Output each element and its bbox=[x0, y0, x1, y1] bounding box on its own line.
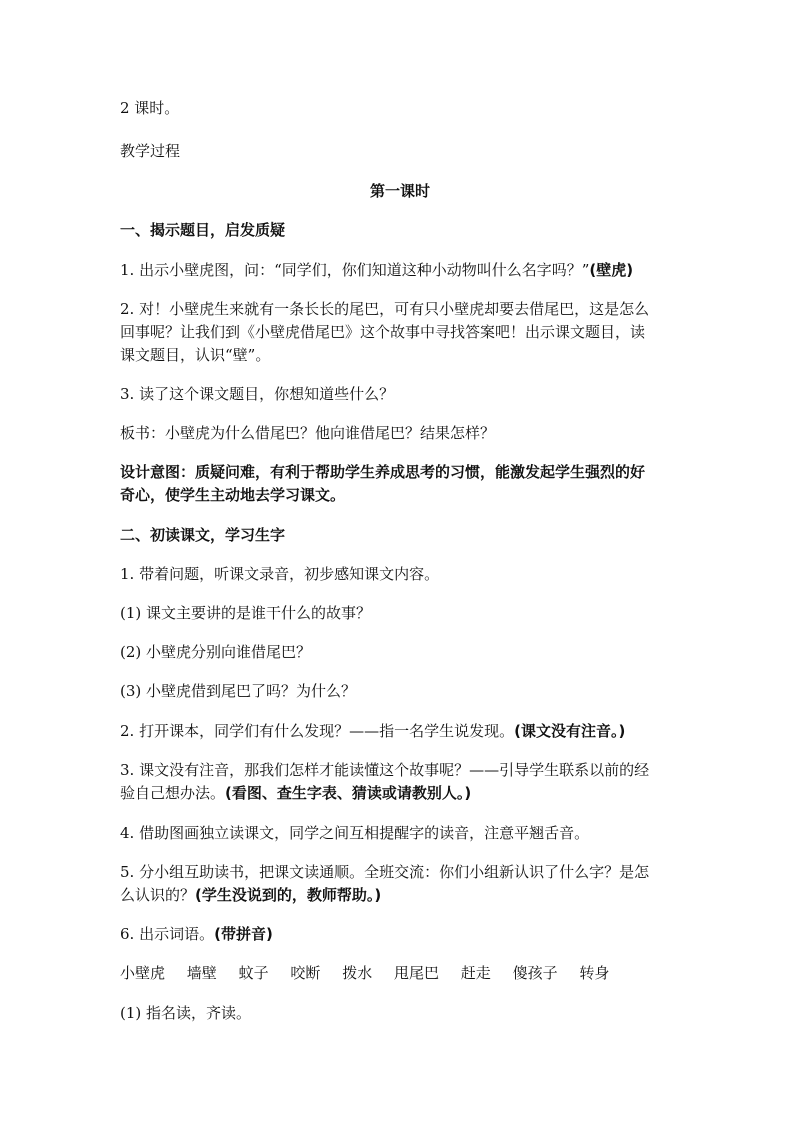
vocab-word: 拨水 bbox=[342, 964, 373, 982]
section-2-item-2 bbox=[120, 720, 680, 743]
section-1-item-2-line-1: 2. 对！小壁虎生来就有一条长长的尾巴，可有只小壁虎却要去借尾巴，这是怎么 bbox=[120, 300, 650, 318]
section-1-item-3: 3. 读了这个课文题目，你想知道些什么？ bbox=[120, 385, 395, 403]
section-2-item-5-line-2 bbox=[120, 884, 680, 907]
vocab-word: 傻孩子 bbox=[512, 964, 558, 982]
item-text: 么认识的？ bbox=[120, 886, 196, 904]
vocab-word: 赶走 bbox=[460, 964, 491, 982]
section-1-item-2-line-2: 回事呢？让我们到《小壁虎借尾巴》这个故事中寻找答案吧！出示课文题目，读 bbox=[120, 323, 646, 341]
section-2-item-4: 4. 借助图画独立读课文，同学之间互相提醒字的读音，注意平翘舌音。 bbox=[120, 824, 590, 842]
item-answer: (看图、查生字表、猜读或请教别人。) bbox=[225, 784, 472, 802]
section-2-item-6 bbox=[120, 923, 680, 946]
vocab-word: 蚊子 bbox=[238, 964, 269, 982]
item-answer: (壁虎) bbox=[589, 261, 634, 279]
section-1-title: 一、揭示题目，启发质疑 bbox=[120, 221, 286, 239]
item-text: 1. 出示小壁虎图，问：“同学们，你们知道这种小动物叫什么名字吗？” bbox=[120, 261, 590, 279]
vocabulary-list bbox=[120, 962, 680, 985]
section-2-item-6-sub-1: (1) 指名读，齐读。 bbox=[120, 1004, 252, 1022]
section-1-item-2-line-3: 课文题目，认识“壁”。 bbox=[120, 346, 271, 364]
item-text: 2. 打开课本，同学们有什么发现？——指一名学生说发现。 bbox=[120, 722, 515, 740]
item-text: 6. 出示词语。 bbox=[120, 925, 215, 943]
item-answer: (课文没有注音。) bbox=[514, 722, 626, 740]
design-intent-line-2: 奇心，使学生主动地去学习课文。 bbox=[120, 486, 346, 504]
question-3: (3) 小壁虎借到尾巴了吗？为什么？ bbox=[120, 682, 357, 700]
vocab-word: 小壁虎 bbox=[120, 964, 166, 982]
item-answer: (学生没说到的，教师帮助。) bbox=[195, 886, 382, 904]
paragraph-lesson-count: 2 课时。 bbox=[120, 99, 180, 117]
blackboard-note: 板书：小壁虎为什么借尾巴？他向谁借尾巴？结果怎样？ bbox=[120, 424, 496, 442]
vocab-word: 咬断 bbox=[290, 964, 321, 982]
heading-teaching-process: 教学过程 bbox=[120, 142, 181, 160]
vocab-word: 转身 bbox=[579, 964, 610, 982]
vocab-word: 墙壁 bbox=[186, 964, 217, 982]
question-1: (1) 课文主要讲的是谁干什么的故事？ bbox=[120, 604, 372, 622]
section-2-item-3-line-2 bbox=[120, 782, 680, 805]
section-2-item-1: 1. 带着问题，听课文录音，初步感知课文内容。 bbox=[120, 565, 440, 583]
item-note: (带拼音) bbox=[214, 925, 273, 943]
section-2-item-5-line-1: 5. 分小组互助读书，把课文读通顺。全班交流：你们小组新认识了什么字？是怎 bbox=[120, 863, 650, 881]
section-2-title: 二、初读课文，学习生字 bbox=[120, 526, 286, 544]
section-2-item-3-line-1: 3. 课文没有注音，那我们怎样才能读懂这个故事呢？——引导学生联系以前的经 bbox=[120, 761, 650, 779]
question-2: (2) 小壁虎分别向谁借尾巴？ bbox=[120, 643, 312, 661]
item-text: 验自己想办法。 bbox=[120, 784, 226, 802]
design-intent-line-1: 设计意图：质疑问难，有利于帮助学生养成思考的习惯，能激发起学生强烈的好 bbox=[120, 463, 646, 481]
vocab-word: 甩尾巴 bbox=[393, 964, 439, 982]
heading-first-lesson: 第一课时 bbox=[369, 182, 430, 200]
section-1-item-1 bbox=[120, 259, 680, 282]
